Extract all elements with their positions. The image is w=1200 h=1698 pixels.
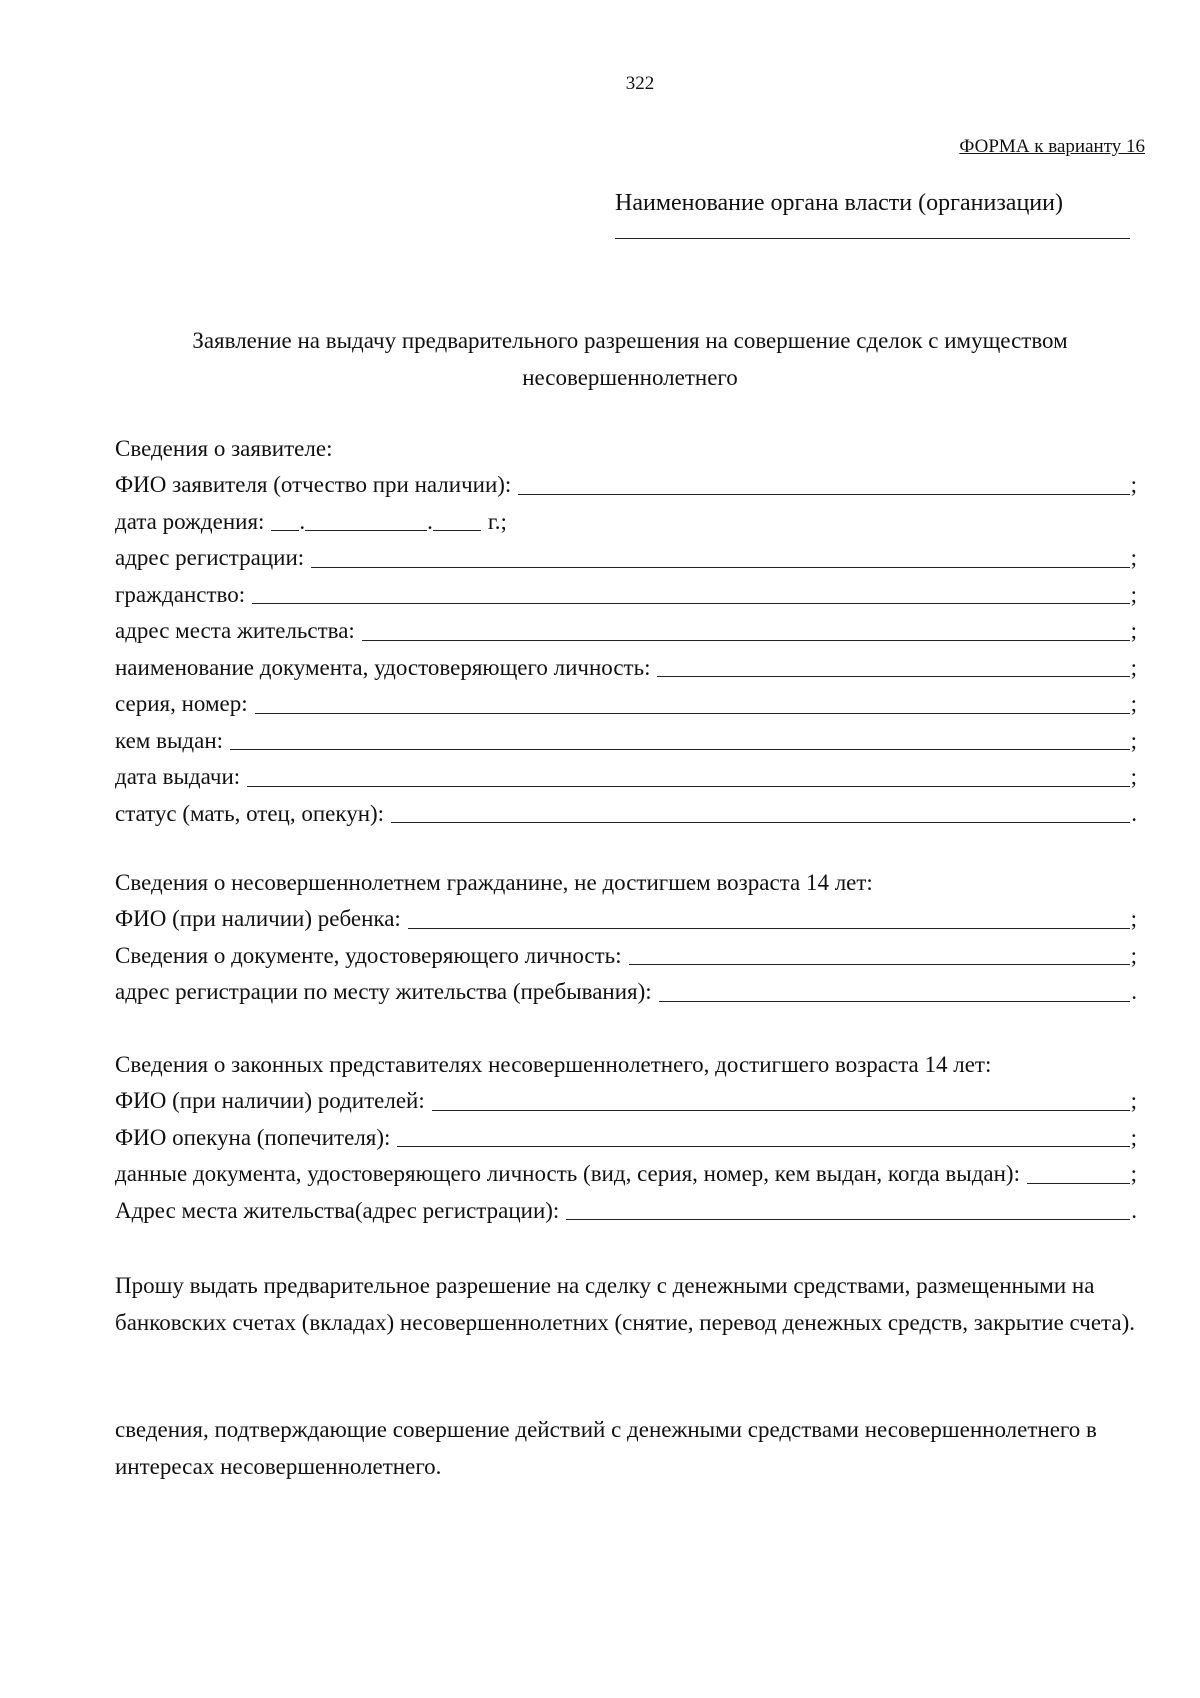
minor-address-row — [115, 974, 1137, 1011]
issue-date-field[interactable] — [247, 786, 1129, 787]
id-doc-field[interactable] — [657, 676, 1129, 677]
residence-label: адрес места жительства: — [115, 618, 355, 643]
status-field[interactable] — [391, 822, 1130, 823]
representatives-section — [115, 1046, 1137, 1229]
series-label: серия, номер: — [115, 691, 248, 716]
minor-address-label: адрес регистрации по месту жительства (пребывания): — [115, 979, 652, 1004]
guardian-label: ФИО опекуна (попечителя): — [115, 1124, 391, 1150]
parents-label: ФИО (при наличии) родителей: — [115, 1088, 425, 1113]
document-title: Заявление на выдачу предварительного разрешения на совершение сделок с имуществом несовершеннолетнего — [192, 328, 1068, 390]
applicant-heading: Сведения о заявителе: — [115, 436, 333, 461]
row-end-punct: ; — [1130, 1088, 1137, 1113]
row-end-punct: ; — [1130, 581, 1137, 607]
row-end-punct: ; — [1130, 654, 1137, 680]
minor-doc-label: Сведения о документе, удостоверяющего личность: — [115, 942, 622, 968]
authority-label: Наименование органа власти (организации) — [615, 190, 1063, 216]
citizenship-label: гражданство: — [115, 581, 246, 607]
row-end-punct: ; — [1130, 727, 1137, 753]
form-reference: ФОРМА к варианту 16 — [959, 136, 1145, 157]
row-end-punct: . — [1131, 1197, 1137, 1223]
rep-doc-row — [115, 1156, 1137, 1193]
reg-address-label: адрес регистрации: — [115, 545, 305, 570]
row-end-punct: ; — [1130, 472, 1137, 497]
residence-row — [115, 613, 1137, 650]
birth-date-row — [115, 504, 1137, 541]
rep-doc-field[interactable] — [1027, 1183, 1130, 1184]
applicant-section — [115, 430, 1137, 832]
minor-doc-row — [115, 938, 1137, 975]
minor-doc-field[interactable] — [629, 964, 1130, 965]
birth-sep: . — [427, 508, 433, 534]
row-end-punct: ; — [1130, 618, 1137, 643]
minor-fio-row — [115, 901, 1137, 938]
interests-paragraph: сведения, подтверждающие совершение действий с денежными средствами несовершеннолетнего в интересах несовершеннолетнего. — [115, 1417, 1097, 1479]
id-doc-label: наименование документа, удостоверяющего личность: — [115, 654, 651, 680]
authority-fill-line[interactable] — [615, 238, 1130, 239]
rep-address-field[interactable] — [566, 1219, 1130, 1220]
reg-address-row — [115, 540, 1137, 577]
rep-address-label: Адрес места жительства(адрес регистрации): — [115, 1197, 560, 1223]
page-number: 322 — [625, 73, 655, 94]
birth-year-field[interactable] — [433, 529, 481, 531]
parents-field[interactable] — [432, 1110, 1130, 1111]
residence-field[interactable] — [362, 640, 1130, 641]
reg-address-field[interactable] — [311, 567, 1129, 568]
series-field[interactable] — [255, 713, 1130, 714]
birth-sep: . — [299, 508, 306, 534]
issue-date-label: дата выдачи: — [115, 764, 241, 789]
request-paragraph: Прошу выдать предварительное разрешение на сделку с денежными средствами, размещенными на банковских счетах (вкладах) несовершеннолетних (снятие, перевод денежных средств, закрытие счета). — [115, 1273, 1135, 1335]
issued-by-row — [115, 723, 1137, 760]
status-label: статус (мать, отец, опекун): — [115, 800, 385, 826]
citizenship-row — [115, 577, 1137, 614]
applicant-fio-field[interactable] — [518, 494, 1129, 495]
row-end-punct: ; — [1130, 764, 1137, 789]
issued-by-field[interactable] — [230, 749, 1130, 750]
row-end-punct: ; — [1130, 545, 1137, 570]
parents-row — [115, 1083, 1137, 1120]
issue-date-row — [115, 759, 1137, 796]
guardian-field[interactable] — [397, 1146, 1129, 1147]
id-doc-row — [115, 650, 1137, 687]
series-row — [115, 686, 1137, 723]
row-end-punct: . — [1131, 979, 1137, 1004]
birth-date-label: дата рождения: — [115, 508, 265, 534]
guardian-row — [115, 1120, 1137, 1157]
row-end-punct: ; — [1130, 1124, 1137, 1150]
representatives-heading: Сведения о законных представителях несовершеннолетнего, достигшего возраста 14 лет: — [115, 1052, 992, 1077]
minor-heading: Сведения о несовершеннолетнем гражданине, не достигшем возраста 14 лет: — [115, 870, 873, 895]
minor-section — [115, 864, 1137, 1011]
minor-fio-label: ФИО (при наличии) ребенка: — [115, 906, 401, 931]
row-end-punct: ; — [1130, 942, 1137, 968]
row-end-punct: ; — [1130, 906, 1137, 931]
applicant-fio-label: ФИО заявителя (отчество при наличии): — [115, 472, 512, 497]
minor-fio-field[interactable] — [408, 928, 1130, 929]
row-end-punct: ; — [1130, 691, 1137, 716]
status-row — [115, 796, 1137, 833]
birth-day-field[interactable] — [271, 529, 299, 531]
birth-year-suffix: г.; — [487, 508, 507, 534]
applicant-fio-row — [115, 467, 1137, 504]
rep-doc-label: данные документа, удостоверяющего личность (вид, серия, номер, кем выдан, когда выдан): — [115, 1161, 1020, 1186]
row-end-punct: . — [1131, 800, 1137, 826]
citizenship-field[interactable] — [252, 603, 1130, 604]
birth-month-field[interactable] — [305, 529, 427, 531]
row-end-punct: ; — [1130, 1161, 1137, 1186]
minor-address-field[interactable] — [659, 1001, 1131, 1002]
issued-by-label: кем выдан: — [115, 727, 224, 753]
rep-address-row — [115, 1193, 1137, 1230]
